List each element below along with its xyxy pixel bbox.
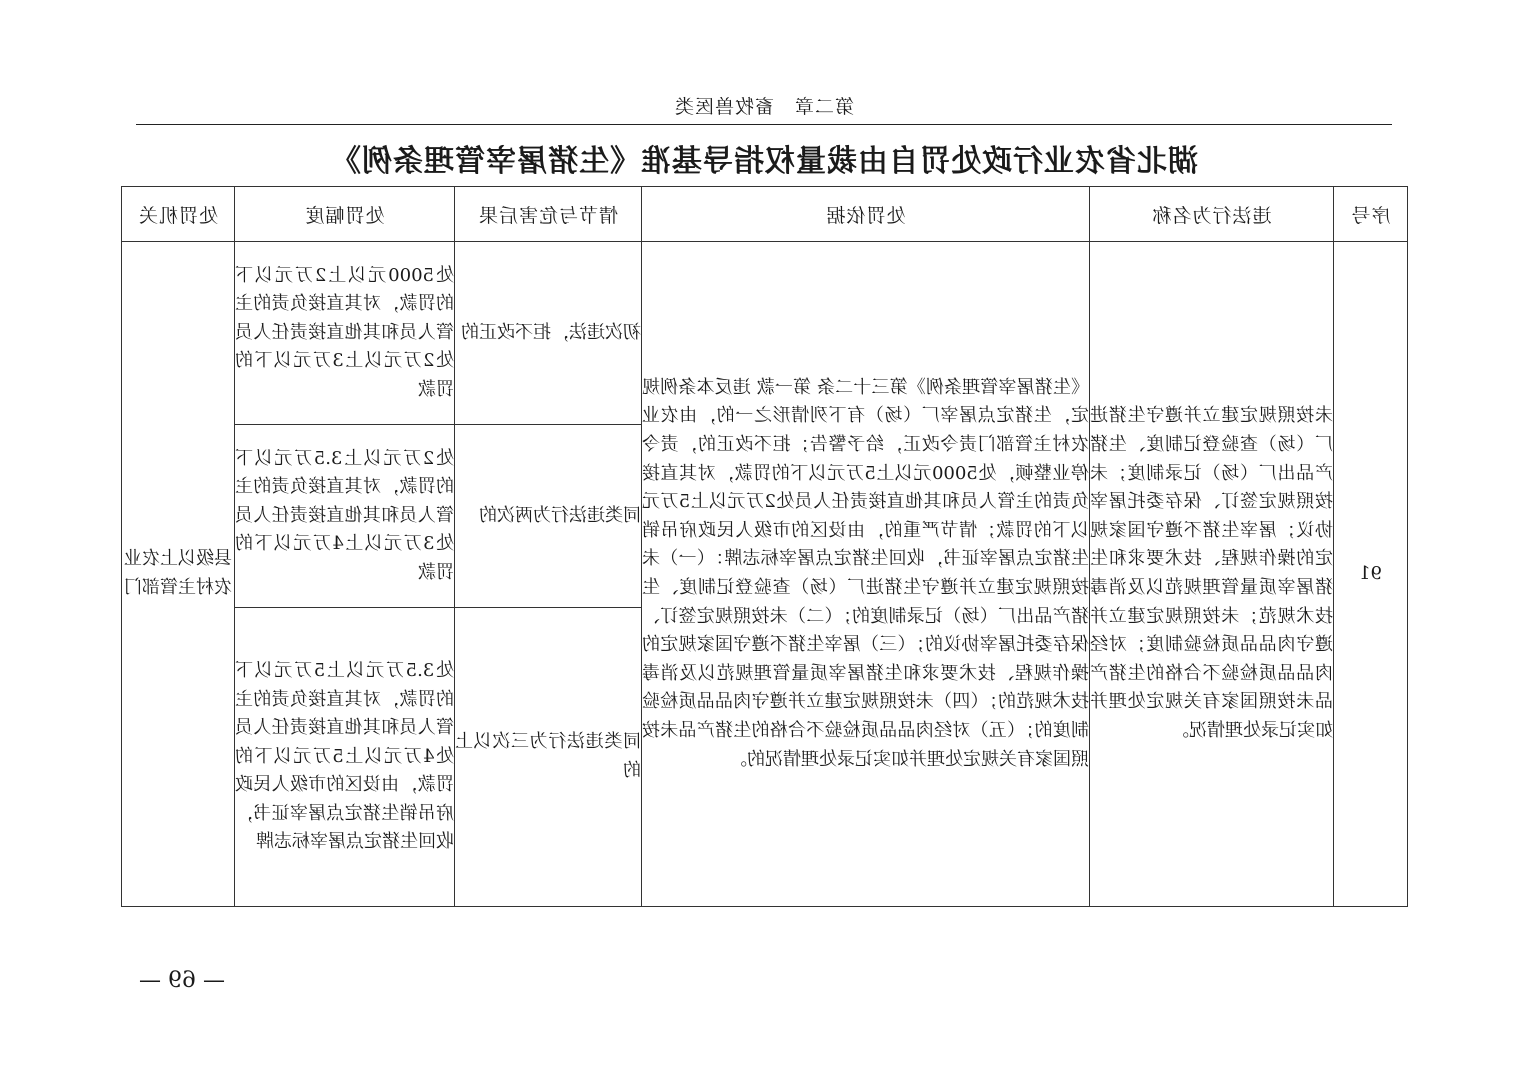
- penalty-range-third: 处3.5万元以上5万元以下的罚款，对其直接负责的主管人员和其他直接责任人员处4万元以上5万元以下的罚款，由设区的市级人民政府吊销生猪定点屠宰证书，收回生猪定点屠宰标志牌: [235, 608, 455, 907]
- penalty-table: [121, 186, 1408, 907]
- document-title: 湖北省农业行政处罚自由裁量权指导基准《生猪屠宰管理条例》: [330, 144, 1198, 179]
- table-row: [122, 242, 1408, 425]
- col-header-index: 序号: [1334, 187, 1408, 242]
- col-header-circumstance: 情节与危害后果: [455, 187, 642, 242]
- table-header-row: [122, 187, 1408, 242]
- penalty-basis: 《生猪屠宰管理条例》第三十二条 第一款 违反本条例规定，生猪定点屠宰厂（场）有下列情形之一的，由农业农村主管部门责令改正，给予警告；拒不改正的，责令停业整顿，处5000元以上5万元以下的罚款，对其直接负责的主管人员和其他直接责任人员处2万元以上5万元以下的罚款；情节严重的，由设区的市级人民政府吊销生猪定点屠宰证书，收回生猪定点屠宰标志牌：（一）未按照规定建立并遵守生猪进厂（场）查验登记制度、生猪产品出厂（场）记录制度的；（二）未按照规定签订、保存委托屠宰协议的；（三）屠宰生猪不遵守国家规定的操作规程、技术要求和生猪屠宰质量管理规范以及消毒技术规范的；（四）未按照规定建立并遵守肉品品质检验制度的；（五）对经肉品品质检验不合格的生猪产品未按照国家有关规定处理并如实记录处理情况的。: [642, 242, 1090, 907]
- circumstance-second: 同类违法行为两次的: [455, 425, 642, 608]
- penalty-range-second: 处2万元以上3.5万元以下的罚款，对其直接负责的主管人员和其他直接责任人员处3万元以上4万元以下的罚款: [235, 425, 455, 608]
- header-divider: [136, 124, 1392, 125]
- col-header-authority: 处罚机关: [122, 187, 235, 242]
- col-header-violation: 违法行为名称: [1090, 187, 1334, 242]
- penalty-range-first: 处5000元以上2万元以下的罚款，对其直接负责的主管人员和其他直接责任人员处2万元以上3万元以下的罚款: [235, 242, 455, 425]
- col-header-basis: 处罚依据: [642, 187, 1090, 242]
- violation-name: 未按照规定建立并遵守生猪进厂（场）查验登记制度、生猪产品出厂（场）记录制度；未按照规定签订、保存委托屠宰协议；屠宰生猪不遵守国家规定的操作规程、技术要求和生猪屠宰质量管理规范以及消毒技术规范；未按照规定建立并遵守肉品品质检验制度；对经肉品品质检验不合格的生猪产品未按照国家有关规定处理并如实记录处理情况。: [1090, 242, 1334, 907]
- chapter-header: 第二章 畜牧兽医类: [674, 96, 855, 118]
- col-header-penalty: 处罚幅度: [235, 187, 455, 242]
- page-number: — 69 —: [139, 968, 225, 993]
- circumstance-third: 同类违法行为三次以上的: [455, 608, 642, 907]
- row-index: 91: [1334, 242, 1408, 907]
- circumstance-first: 初次违法，拒不改正的: [455, 242, 642, 425]
- penalty-authority: 县级以上农业农村主管部门: [122, 242, 235, 907]
